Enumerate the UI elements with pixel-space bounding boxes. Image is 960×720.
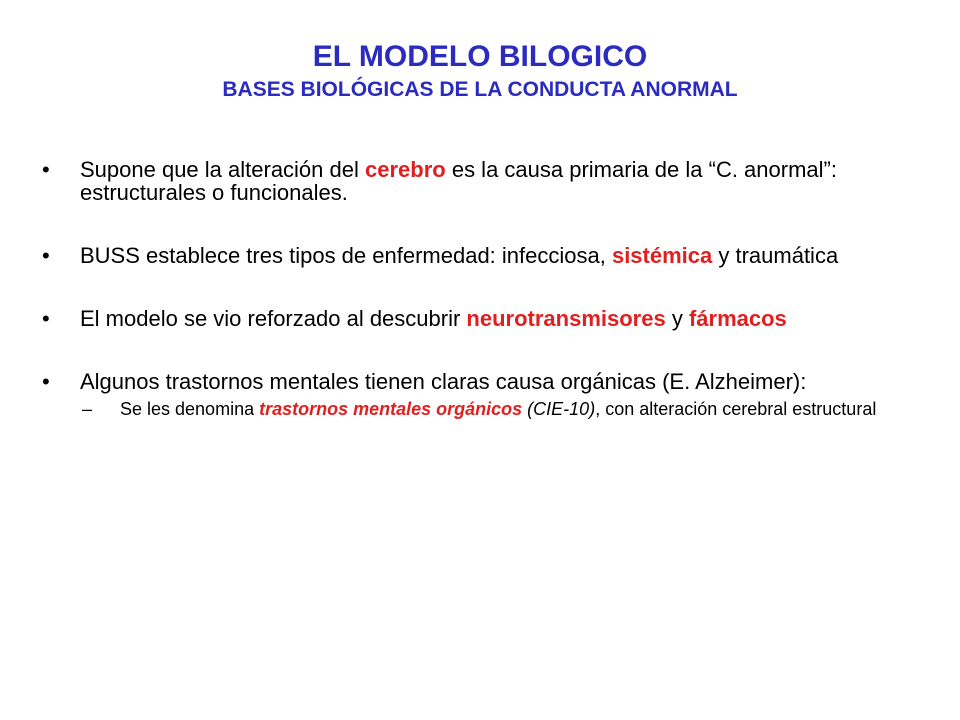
bullet-marker: • xyxy=(42,369,50,394)
highlight-trastornos-organicos: trastornos mentales orgánicos xyxy=(259,399,523,419)
highlight-neurotransmisores: neurotransmisores xyxy=(466,306,666,331)
bullet-item xyxy=(40,370,920,419)
sub-bullet-text: , con alteración cerebral estructural xyxy=(595,399,877,419)
bullet-item xyxy=(40,158,920,204)
bullet-text: es la causa primaria de la “C. anormal”: estructurales o funcionales. xyxy=(80,157,837,205)
bullet-text: y xyxy=(665,306,689,331)
sub-bullet-marker: – xyxy=(82,399,93,419)
slide-subtitle: BASES BIOLÓGICAS DE LA CONDUCTA ANORMAL xyxy=(222,78,738,101)
bullet-text: Supone que la alteración del xyxy=(80,157,365,182)
bullet-marker: • xyxy=(42,157,50,182)
bullet-text: BUSS establece tres tipos de enfermedad: infecciosa, xyxy=(80,243,612,268)
title-block xyxy=(0,38,960,104)
sub-bullet-text: Se les denomina xyxy=(120,399,260,419)
sub-bullet-item xyxy=(80,399,920,419)
bullet-text: y traumática xyxy=(712,243,839,268)
slide-title: EL MODELO BILOGICO xyxy=(312,40,648,73)
bullet-item xyxy=(40,307,920,330)
highlight-sistemica: sistémica xyxy=(611,243,713,268)
bullet-marker: • xyxy=(42,306,50,331)
bullet-text: Algunos trastornos mentales tienen claras causa orgánicas (E. Alzheimer): xyxy=(80,369,807,394)
highlight-cerebro: cerebro xyxy=(365,157,446,182)
bullet-marker: • xyxy=(42,243,50,268)
highlight-farmacos: fármacos xyxy=(688,306,787,331)
bullet-text: El modelo se vio reforzado al descubrir xyxy=(80,306,467,331)
bullet-item xyxy=(40,244,920,267)
bullet-list xyxy=(40,158,920,419)
sub-bullet-cie-ref: (CIE-10) xyxy=(522,399,596,419)
